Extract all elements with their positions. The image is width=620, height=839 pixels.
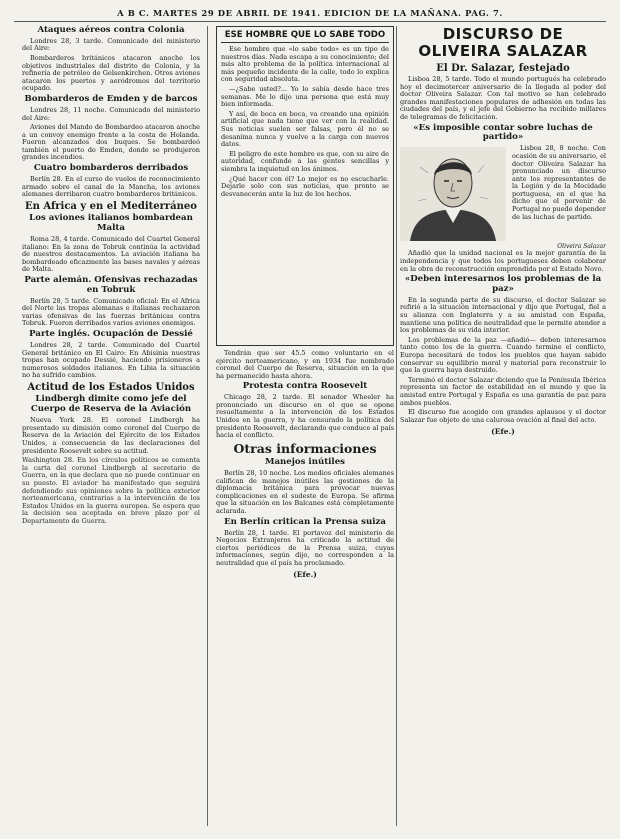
headline: Cuatro bombarderos derribados: [33, 163, 189, 174]
article-text: ¿Qué hacer con él? Lo mejor es no escucharle. Dejarle solo con sus noticias, que pronto se desvanecerán ante la luz de los hechos.: [221, 174, 389, 198]
article-text: Chicago 28, 2 tarde. El senador Wheeler ha pronunciado un discurso en el que se opone resueltamente a la intervención de los Estados Unidos en la guerra, y ha censurado la política del presidente Roosevelt, declarando que conduce al país hacia el conflicto.: [216, 393, 394, 440]
portrait-illustration: [400, 147, 506, 241]
headline: Bombarderos de Emden y de barcos: [24, 94, 198, 105]
article-text: Terminó el doctor Salazar diciendo que la Península Ibérica representa un factor de estabilidad en el mundo y que la amistad entre Portugal y España es una garantía de paz para ambos pueblos.: [400, 375, 606, 407]
article-text: —¿Sabe usted?... Yo lo sabía desde hace tres semanas. Me lo dijo una persona que está muy bien informada.: [221, 84, 389, 109]
column-rule: [207, 26, 208, 826]
article-text: El peligro de este hombre es que, con su aire de autoridad, confunde a las gentes sencillas y siembra la inquietud en los ánimos.: [221, 149, 389, 173]
signature: (Efe.): [491, 427, 515, 437]
section-headline: Otras informaciones: [233, 440, 377, 456]
signature: (Efe.): [293, 570, 317, 580]
subheadline: Los aviones italianos bombardean Malta: [29, 213, 193, 234]
main-headline: DISCURSO DE OLIVEIRA SALAZAR: [418, 25, 588, 61]
article-text: Berlín 28, 10 noche. Los medios oficiales alemanes califican de manejos inútiles las gestiones de la diplomacia británica para provocar nuevas complicaciones en el sudeste de Europa. Se afirma que la situación en los Balcanes está completamente aclarada.: [216, 469, 394, 516]
headline: Parte inglés. Ocupación de Dessié: [29, 329, 193, 340]
article-text: Lisboa 28, 5 tarde. Todo el mundo portugués ha celebrado hoy el decimotercer aniversario de la llegada al poder del doctor Oliveira Salazar. Con tal motivo se han celebrado grandes manifestaciones populares de adhesión en todas las ciudades del país, y el jefe del Gobierno ha recibido millares de telegramas de felicitación.: [400, 75, 606, 121]
article-text: Roma 28, 4 tarde. Comunicado del Cuartel General italiano: En la zona de Tobruk continúa la actividad de nuestros destacamentos. La aviación italiana ha bombardeado eficazmente las bases navales y aéreas de Malta.: [22, 234, 200, 274]
article-text: Londres 28, 11 noche. Comunicado del ministerio del Aire:: [22, 105, 200, 122]
headline: Manejos inútiles: [264, 457, 346, 468]
headline: En Africa y en el Mediterráneo: [25, 200, 197, 212]
article-text: Bombarderos británicos atacaron anoche los objetivos industriales del distrito de Colonia, y la refinería de petróleo de Gelsenkirchen. Otros aviones atacaron los puertos y aeródromos del territorio ocupado.: [22, 54, 200, 93]
article-text: Añadió que la unidad nacional es la mejor garantía de la independencia y que todos los portugueses deben colaborar en la obra de reconstrucción emprendida por el Estado Novo.: [400, 249, 606, 273]
box-title: ESE HOMBRE QUE LO SABE TODO: [221, 30, 389, 43]
article-text: En la segunda parte de su discurso, el doctor Salazar se refirió a la situación internacional y dijo que Portugal, fiel a su alianza con Inglaterra y a su amistad con España, mantiene una política de neutralidad que le permite atender a los problemas de su vida interior.: [400, 295, 606, 335]
article-text: Berlín 28, 1 tarde. El portavoz del ministerio de Negocios Extranjeros ha criticado la actitud de ciertos periódicos de la Prensa suiza, cuyas informaciones, según dijo, no corresponden a la neutralidad que el país ha proclamado.: [216, 528, 394, 567]
column-middle: [216, 24, 394, 830]
article-text: Y así, de boca en boca, va creando una opinión artificial que nada tiene que ver con la realidad. Sus noticias suelen ser falsas, pero él no se desanima nunca y vuelve a la carga con nuevos datos.: [221, 109, 389, 149]
column-right: [400, 24, 606, 830]
article-text: Tendrán que ser 45.5 como voluntario en el ejército norteamericano, y en 1934 fue nombrado coronel del Cuerpo de Reserva, situación en la que ha permanecido hasta ahora.: [216, 349, 394, 380]
article-text: Ese hombre que «lo sabe todo» es un tipo de nuestros días. Nada escapa a su conocimiento; del más alto problema de la política internacional al más pequeño incidente de la calle, todo lo explica con seguridad absoluta.: [221, 45, 389, 84]
headline: Ataques aéreos contra Colonia: [37, 25, 185, 35]
article-text: Berlín 28, 5 tarde. Comunicado oficial: En el Africa del Norte las tropas alemanas e italianas rechazaron varias ofensivas de las fuerzas británicas contra Tobruk. Fueron derribados varios aviones enemigos.: [22, 296, 200, 328]
subheadline: Lindbergh dimite como jefe del Cuerpo de Reserva de la Aviación: [30, 394, 192, 415]
article-text: El discurso fue acogido con grandes aplausos y el doctor Salazar fue objeto de una calurosa ovación al final del acto.: [400, 408, 606, 424]
headline: Actitud de los Estados Unidos: [27, 381, 195, 393]
headline: «Es imposible contar sobre luchas de partido»: [413, 122, 593, 143]
boxed-article: [216, 26, 394, 346]
headline: En Berlín critican la Prensa suiza: [224, 516, 386, 527]
masthead: A B C. MARTES 29 DE ABRIL DE 1941. EDICION DE LA MAÑANA. PAG. 7.: [14, 7, 606, 22]
column-left: [22, 24, 200, 830]
headline: Protesta contra Roosevelt: [242, 381, 368, 392]
headline: Parte alemán. Ofensivas rechazadas en Tobruk: [24, 274, 198, 295]
photo-caption: Oliveira Salazar: [557, 243, 606, 251]
article-text: Los problemas de la paz —añadió— deben interesarnos tanto como los de la guerra. Cuando termine el conflicto, Europa necesitará de todos los pueblos que hayan sabido conservar su equilibrio moral y material para reconstruir lo que la guerra haya destruido.: [400, 335, 606, 375]
article-text: Nueva York 28. El coronel Lindbergh ha presentado su dimisión como coronel del Cuerpo de Reserva de la Aviación del Ejército de los Estados Unidos, a consecuencia de las declaraciones del presidente Roosevelt sobre su actitud.: [22, 416, 200, 455]
subheadline: El Dr. Salazar, festejado: [436, 62, 570, 74]
headline: «Deben interesarnos los problemas de la paz»: [404, 274, 602, 294]
article-text: Aviones del Mando de Bombardeo atacaron anoche a un convoy enemigo frente a la costa de Holanda. Fueron alcanzados dos buques. Se bombardeó también el puerto de Emden, donde se produjeron grandes incendios.: [22, 123, 200, 162]
article-text: Lisboa 28, 8 noche. Con ocasión de su aniversario, el doctor Oliveira Salazar ha pronunciado un discurso ante los representantes de la Legión y de la Mocidade portuguesa, en el que ha dicho que el porvenir de Portugal no puede depender de las luchas de partido.: [512, 144, 606, 221]
column-rule: [396, 26, 397, 826]
article-text: Londres 28, 3 tarde. Comunicado del ministerio del Aire:: [22, 36, 200, 53]
portrait-photo: [400, 147, 506, 241]
article-text: Washington 28. En los círculos políticos se comenta la carta del coronel Lindbergh al secretario de Guerra, en la que declara que no puede continuar en su puesto. El aviador ha manifestado que seguirá defendiendo sus opiniones sobre la política exterior norteamericana, contrarias a la intervención de los Estados Unidos en la guerra europea. Se espera que la decisión sea aceptada en breve plazo por el Departamento de Guerra.: [22, 456, 200, 525]
article-text: Berlín 28. En el curso de vuelos de reconocimiento armado sobre el canal de la Mancha, los aviones alemanes derribaron cuatro bombarderos británicos.: [22, 174, 200, 199]
article-text: Londres 28, 2 tarde. Comunicado del Cuartel General británico en El Cairo: En Abisinia nuestras tropas han ocupado Dessié, haciendo prisioneros a numerosos soldados italianos. En Libia la situación no ha sufrido cambios.: [22, 340, 200, 380]
